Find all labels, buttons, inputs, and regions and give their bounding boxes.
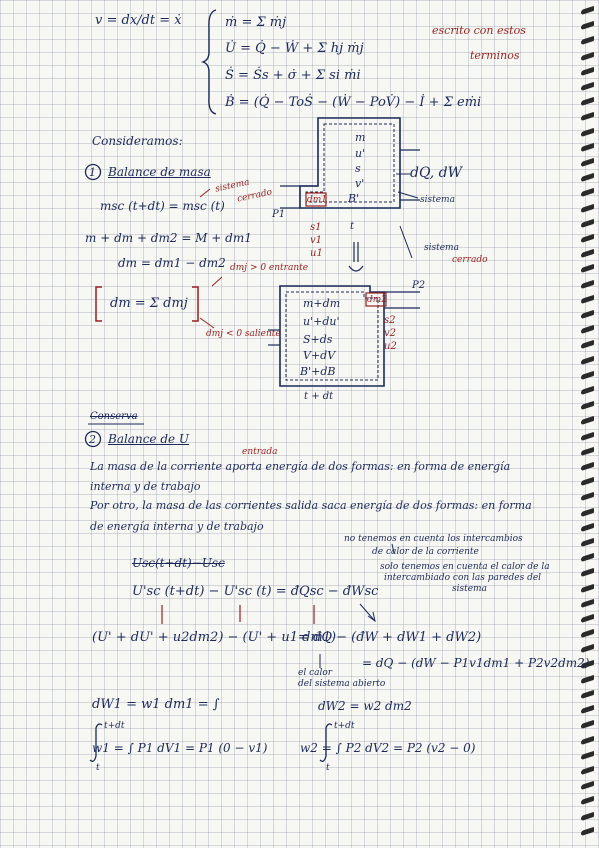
diagram-bottom-b: B'+dB: [300, 365, 336, 378]
exergy-rate-eq: Ḃ = (Q̇ − ToṠ − (Ẇ − PoV̇) − İ + Σ eṁi: [225, 95, 482, 110]
note-no-heat-line1: no tenemos en cuenta los intercambios: [344, 534, 523, 544]
closed-system-note1: sistema: [214, 177, 251, 195]
u2-label: u2: [384, 341, 397, 352]
u1-label: u1: [310, 248, 323, 259]
mass-rate-eq: ṁ = Σ ṁj: [225, 15, 287, 30]
diagram-top-m: m: [355, 131, 366, 144]
w2-upper-limit: t+dt: [334, 721, 355, 731]
note-written-line2: terminos: [470, 49, 520, 62]
w1-integral: w1 = ∫ P1 dV1 = P1 (0 − v1): [92, 741, 268, 755]
w1-lower-limit: t: [96, 763, 100, 773]
note-wall-heat-line2: intercambiado con las paredes del: [384, 573, 542, 583]
note-no-heat-line2: de calor de la corriente: [372, 547, 479, 557]
note-written-line1: escrito con estos: [432, 24, 526, 37]
entrante-note: dmj > 0 entrante: [230, 263, 309, 273]
diagram-top-v: v': [355, 177, 365, 190]
v1-label: v1: [310, 235, 323, 246]
mass-balance-eq1: msc (t+dt) = msc (t): [100, 199, 225, 213]
boxed-mass-equation: dm = Σ dmj: [110, 296, 188, 311]
energy-expand-left: (U' + dU' + u2dm2) − (U' + u1 dm1): [92, 630, 337, 645]
heat-note-line1: el calor: [298, 668, 333, 678]
mass-balance-eq3: dm = dm1 − dm2: [118, 256, 226, 270]
dq-dw-label: dQ, dW: [410, 165, 462, 181]
diagram-top-b: B': [348, 192, 360, 205]
w2-integral: w2 = ∫ P2 dV2 = P2 (v2 − 0): [300, 741, 476, 755]
w2-lower-limit: t: [326, 763, 330, 773]
energy-rate-eq: U̇ = Q̇ − Ẇ + Σ hj ṁj: [225, 41, 364, 56]
w1-upper-limit: t+dt: [104, 721, 125, 731]
entrada-note: entrada: [242, 447, 278, 457]
note-wall-heat-line3: sistema: [452, 584, 487, 594]
section1-title: Balance de masa: [108, 165, 211, 179]
diagram-top-u: u': [355, 147, 366, 160]
paragraph2-line2: de energía interna y de trabajo: [90, 520, 264, 533]
diagram-bottom-v: V+dV: [303, 349, 336, 362]
paragraph1-line1: La masa de la corriente aporta energía de dos formas: en forma de energía: [90, 460, 511, 473]
time-t-label: t: [350, 221, 355, 232]
energy-expand-second: = dQ − (dW − P1v1dm1 + P2v2dm2): [362, 656, 590, 670]
energy-expand-right: = đQ − (đW + dW1 + dW2): [298, 630, 482, 645]
consideramos-text: Consideramos:: [92, 134, 183, 148]
crossed-out-equation: Usc(t+dt)−Usc: [132, 556, 225, 570]
energy-balance-eq: U'sc (t+dt) − U'sc (t) = đQsc − đWsc: [132, 584, 379, 599]
diagram-bottom-s: S+ds: [303, 333, 333, 346]
closed-system-note2: cerrado: [236, 187, 274, 205]
sistema-cerrado-line2: cerrado: [452, 255, 488, 265]
saliente-note: dmj < 0 saliente: [206, 329, 281, 339]
dm2-label: dm2: [367, 295, 388, 305]
p1-label: P1: [272, 209, 286, 220]
s1-label: s1: [310, 222, 322, 233]
velocity-definition: v = dx/dt = ẋ: [95, 13, 182, 28]
note-wall-heat-line1: solo tenemos en cuenta el calor de la: [380, 562, 550, 572]
paragraph2-line1: Por otro, la masa de las corrientes salida saca energía de dos formas: en forma: [90, 499, 532, 512]
sistema-label: sistema: [420, 195, 455, 205]
dw2-equation: dW2 = w2 dm2: [318, 699, 412, 713]
section2-number: 2: [89, 433, 96, 446]
section2-title: Balance de U: [108, 432, 190, 446]
time-t-dt-label: t + dt: [304, 391, 334, 402]
dw1-equation: dW1 = w1 dm1 = ∫: [92, 697, 220, 712]
heat-note-line2: del sistema abierto: [298, 679, 386, 689]
sistema-cerrado-line1: sistema: [424, 243, 459, 253]
diagram-top-s: s: [355, 162, 361, 175]
section1-number: 1: [89, 166, 96, 179]
diagram-bottom-m: m+dm: [303, 297, 341, 310]
mass-balance-eq2: m + dm + dm2 = M + dm1: [85, 231, 252, 245]
paragraph1-line2: interna y de trabajo: [90, 480, 201, 493]
s2-label: s2: [384, 315, 396, 326]
entropy-rate-eq: Ṡ = Ṡs + σ̇ + Σ si ṁi: [225, 68, 361, 83]
dm1-label: dm1: [307, 195, 328, 205]
p2-label: P2: [412, 280, 426, 291]
crossed-out-word: Conserva: [90, 411, 138, 422]
diagram-bottom-u: u'+du': [303, 315, 340, 328]
v2-label: v2: [384, 328, 397, 339]
